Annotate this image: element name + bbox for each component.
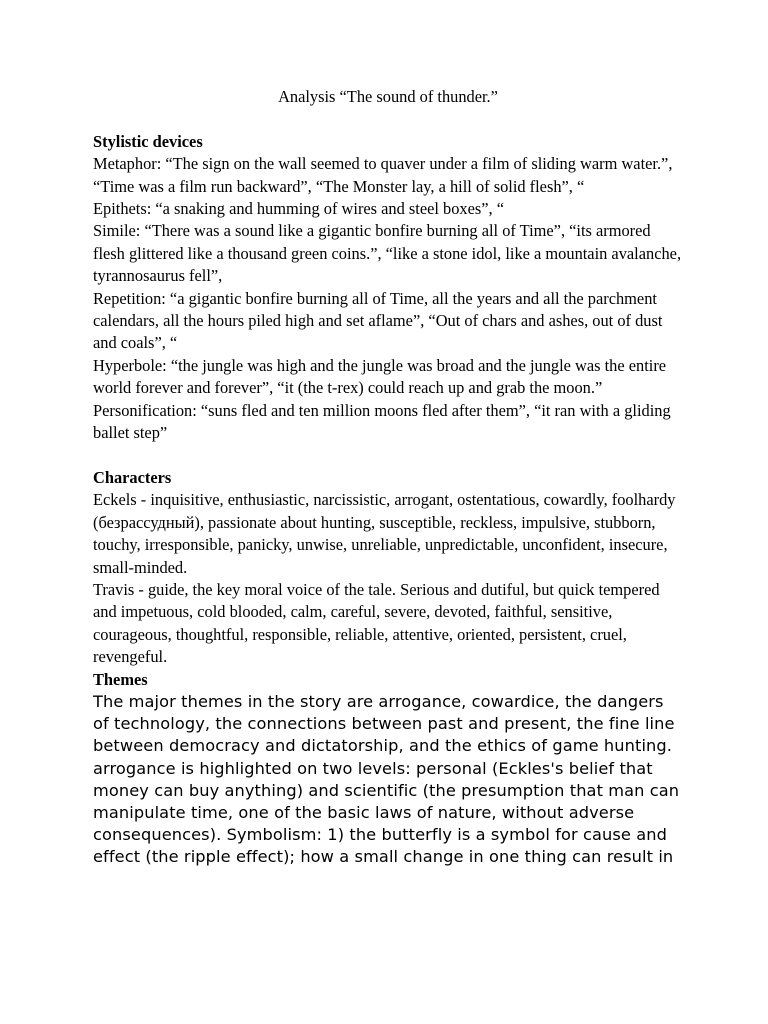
blank-line: [93, 444, 683, 466]
characters-heading: Characters: [93, 467, 172, 487]
themes-heading: Themes: [93, 669, 148, 689]
stylistic-devices-heading: Stylistic devices: [93, 131, 203, 151]
eckels-paragraph: Eckels - inquisitive, enthusiastic, narcissistic, arrogant, ostentatious, cowardly, foolhardy (безрассудный), passionate about hunting, susceptible, reckless, impulsive, stubborn, touchy, irresponsible, panicky, unwise, unreliable, unpredictable, unconfident, insecure, small-minded.: [93, 490, 676, 577]
repetition-paragraph: Repetition: “a gigantic bonfire burning all of Time, all the years and all the parchment calendars, all the hours piled high and set aflame”, “Out of chars and ashes, out of dust and coals”, “: [93, 288, 663, 353]
hyperbole-paragraph: Hyperbole: “the jungle was high and the jungle was broad and the jungle was the entire world forever and forever”, “it (the t-rex) could reach up and grab the moon.”: [93, 355, 667, 398]
simile-paragraph: Simile: “There was a sound like a gigantic bonfire burning all of Time”, “its armored flesh glittered like a thousand green coins.”, “like a stone idol, like a mountain avalanche, tyrannosaurus fell”,: [93, 221, 682, 286]
personification-paragraph: Personification: “suns fled and ten million moons fled after them”, “it ran with a gliding ballet step”: [93, 400, 671, 443]
travis-paragraph: Travis - guide, the key moral voice of the tale. Serious and dutiful, but quick tempered and impetuous, cold blooded, calm, careful, severe, devoted, faithful, sensitive, courageous, thoughtful, responsible, reliable, attentive, oriented, persistent, cruel, revengeful.: [93, 579, 660, 667]
document-content: [93, 86, 683, 869]
themes-paragraph: The major themes in the story are arrogance, cowardice, the dangers of technology, the connections between past and present, the fine line between democracy and dictatorship, and the ethics of game hunting. arrogance is highlighted on two levels: personal (Eckles's belief that money can buy anything) and scientific (the presumption that man can manipulate time, one of the basic laws of nature, without adverse consequences). Symbolism: 1) the butterfly is a symbol for cause and effect (the ripple effect); how a small change in one thing can result in: [93, 691, 680, 867]
metaphor-paragraph: Metaphor: “The sign on the wall seemed to quaver under a film of sliding warm water.”, “Time was a film run backward”, “The Monster lay, a hill of solid flesh”, “: [93, 154, 673, 196]
epithets-paragraph: Epithets: “a snaking and humming of wires and steel boxes”, “: [93, 199, 505, 219]
blank-line: [93, 108, 683, 130]
document-title: Analysis “The sound of thunder.”: [278, 87, 498, 106]
